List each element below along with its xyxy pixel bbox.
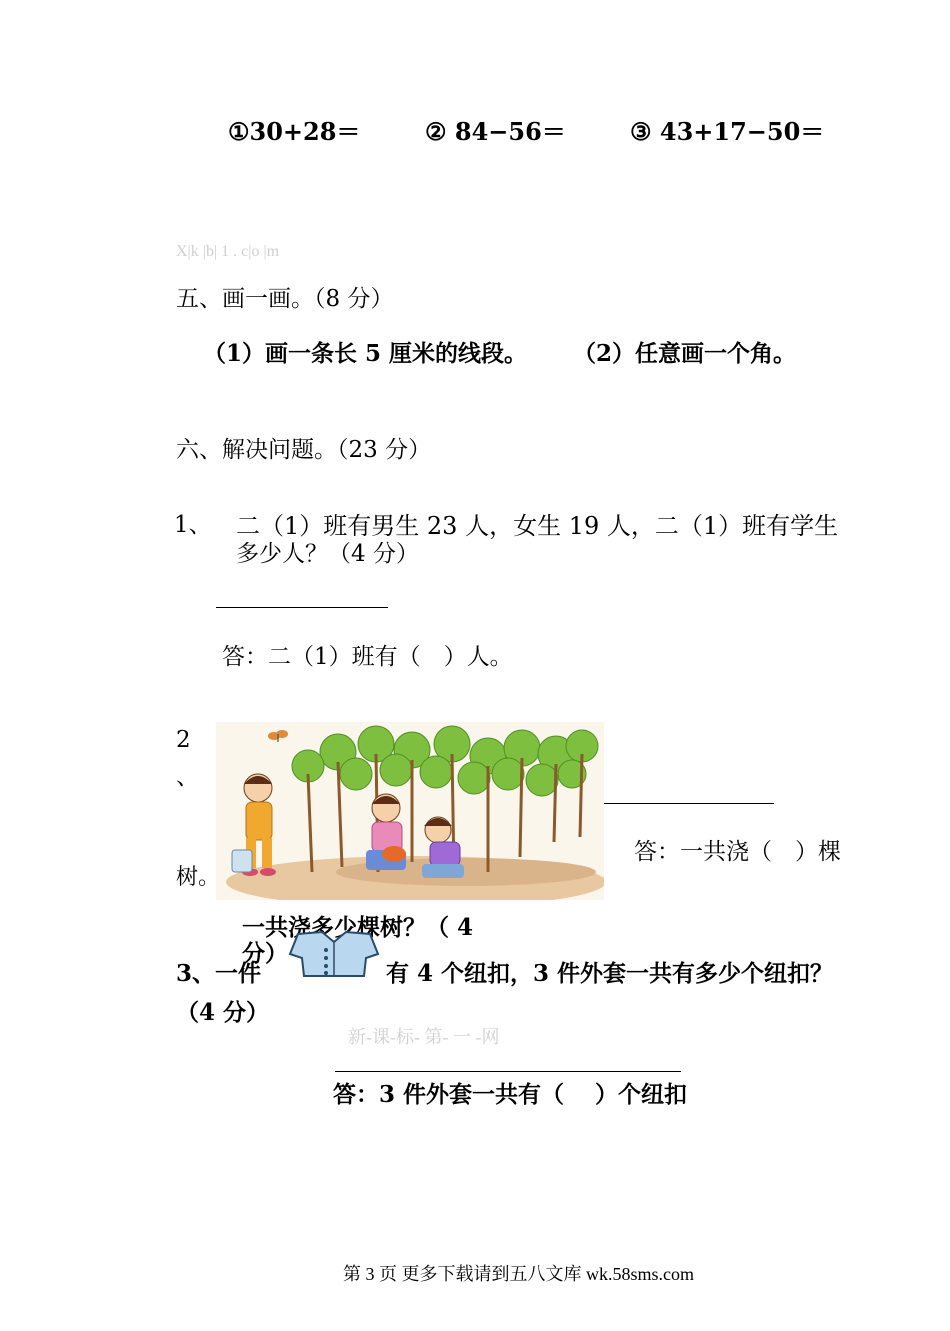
problem2-answer-line <box>604 803 774 804</box>
equation-1: ①30+28＝ <box>228 117 361 146</box>
problem2-question-points: 分） <box>242 940 288 967</box>
problem3-answer: 答：3 件外套一共有（ ）个纽扣 <box>333 1081 688 1108</box>
problem2-number-mark: 、 <box>176 764 199 790</box>
equation-2: ② 84−56＝ <box>425 117 566 146</box>
watermark-bottom: 新-课-标- 第- 一 -网 <box>348 1027 500 1047</box>
problem2-number: 2 <box>176 727 191 753</box>
section6-title: 六、解决问题。（23 分） <box>176 437 432 463</box>
problem1-text-line1: 二（1）班有男生 23 人，女生 19 人，二（1）班有学生 <box>236 512 839 540</box>
problem2-question: 一共浇多少棵树？（ 4 <box>242 914 474 941</box>
section5-title: 五、画一画。（8 分） <box>176 286 394 312</box>
problem1-answer-line <box>216 607 388 608</box>
problem1-text-line2: 多少人？（4 分） <box>236 541 419 567</box>
page-footer: 第 3 页 更多下载请到五八文库 wk.58sms.com <box>343 1264 694 1284</box>
problem3-answer-line <box>335 1071 681 1072</box>
problem3-text: 有 4 个纽扣，3 件外套一共有多少个纽扣？ <box>386 960 834 987</box>
equation-3: ③ 43+17−50＝ <box>630 117 825 146</box>
problem1-answer: 答：二（1）班有（ ）人。 <box>222 644 513 670</box>
problem3-prefix: 3、一件 <box>176 960 262 987</box>
jacket-icon <box>288 930 380 978</box>
problem2-answer: 答：一共浇（ ）棵 <box>634 839 841 865</box>
tree-watering-illustration <box>216 722 604 900</box>
watermark-top: X|k |b| 1 . c|o |m <box>176 243 280 260</box>
section5-question-1: （1）画一条长 5 厘米的线段。 <box>203 340 528 367</box>
problem3-points: （4 分） <box>176 999 270 1026</box>
section5-question-2: （2）任意画一个角。 <box>573 340 797 367</box>
problem2-answer-tail: 树。 <box>176 865 221 890</box>
problem1-number: 1、 <box>174 512 212 538</box>
